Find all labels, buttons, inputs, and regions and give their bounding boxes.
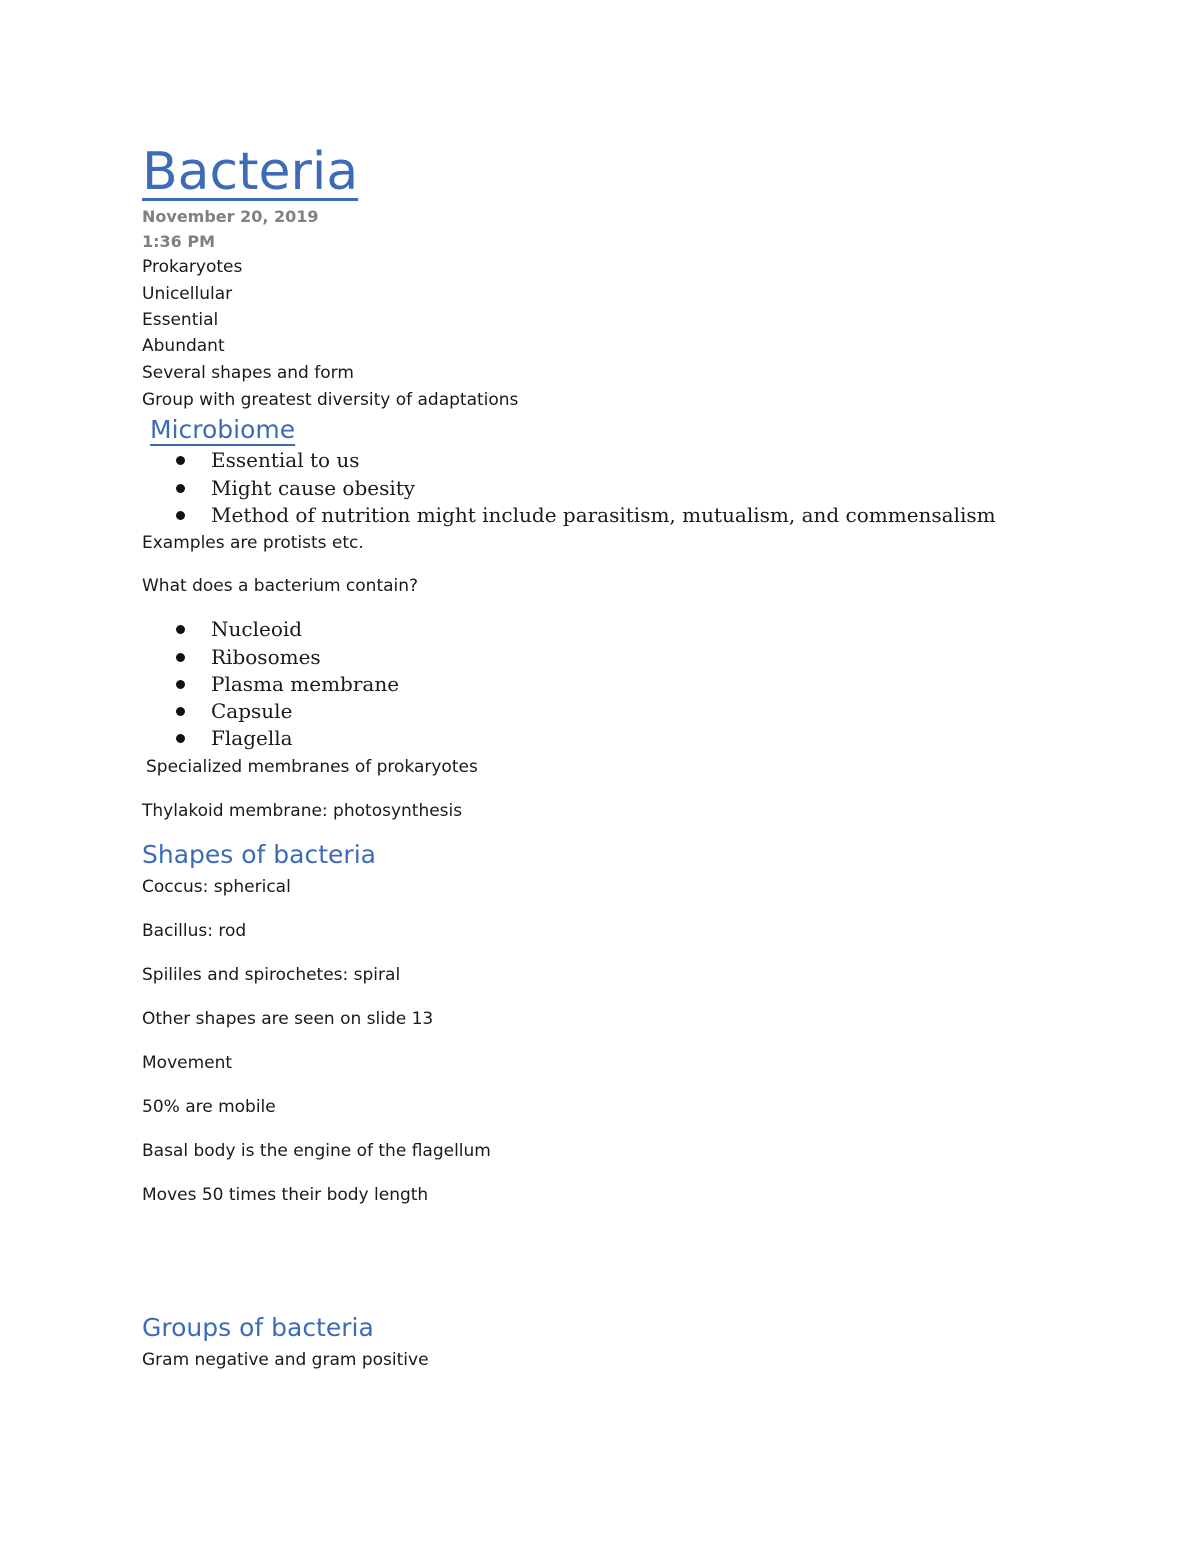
- microbiome-bullet: Essential to us: [211, 448, 360, 472]
- contents-bullet: Nucleoid: [211, 617, 303, 641]
- microbiome-bullet: Might cause obesity: [211, 476, 416, 500]
- thylakoid-line: Thylakoid membrane: photosynthesis: [142, 801, 463, 821]
- contents-bullet: Capsule: [211, 699, 293, 723]
- intro-line: Several shapes and form: [142, 363, 354, 383]
- bullet-icon: [176, 484, 185, 493]
- shapes-line: 50% are mobile: [142, 1097, 276, 1117]
- specialized-line: Specialized membranes of prokaryotes: [146, 757, 478, 777]
- bullet-icon: [176, 734, 185, 743]
- bullet-icon: [176, 680, 185, 689]
- microbiome-bullet: Method of nutrition might include parasitism, mutualism, and commensalism: [211, 503, 996, 527]
- page-title: Bacteria: [142, 142, 359, 202]
- shapes-line: Moves 50 times their body length: [142, 1185, 429, 1205]
- shapes-heading: Shapes of bacteria: [142, 840, 376, 869]
- intro-line: Abundant: [142, 336, 225, 356]
- groups-heading: Groups of bacteria: [142, 1313, 374, 1342]
- bullet-icon: [176, 625, 185, 634]
- contents-question: What does a bacterium contain?: [142, 576, 419, 596]
- contents-bullet: Flagella: [211, 726, 293, 750]
- intro-line: Essential: [142, 310, 219, 330]
- shapes-line: Spililes and spirochetes: spiral: [142, 965, 401, 985]
- bullet-icon: [176, 707, 185, 716]
- bullet-icon: [176, 456, 185, 465]
- contents-bullet: Plasma membrane: [211, 672, 400, 696]
- shapes-line: Other shapes are seen on slide 13: [142, 1009, 434, 1029]
- shapes-line: Basal body is the engine of the flagellum: [142, 1141, 491, 1161]
- contents-bullet: Ribosomes: [211, 645, 321, 669]
- groups-line: Gram negative and gram positive: [142, 1350, 429, 1370]
- shapes-line: Movement: [142, 1053, 233, 1073]
- note-date: November 20, 2019: [142, 207, 319, 226]
- intro-line: Group with greatest diversity of adaptations: [142, 390, 519, 410]
- bullet-icon: [176, 511, 185, 520]
- shapes-line: Coccus: spherical: [142, 877, 291, 897]
- shapes-line: Bacillus: rod: [142, 921, 247, 941]
- examples-line: Examples are protists etc.: [142, 533, 364, 553]
- bullet-icon: [176, 653, 185, 662]
- intro-line: Unicellular: [142, 284, 233, 304]
- microbiome-heading: Microbiome: [150, 415, 296, 444]
- intro-line: Prokaryotes: [142, 257, 243, 277]
- note-time: 1:36 PM: [142, 232, 216, 251]
